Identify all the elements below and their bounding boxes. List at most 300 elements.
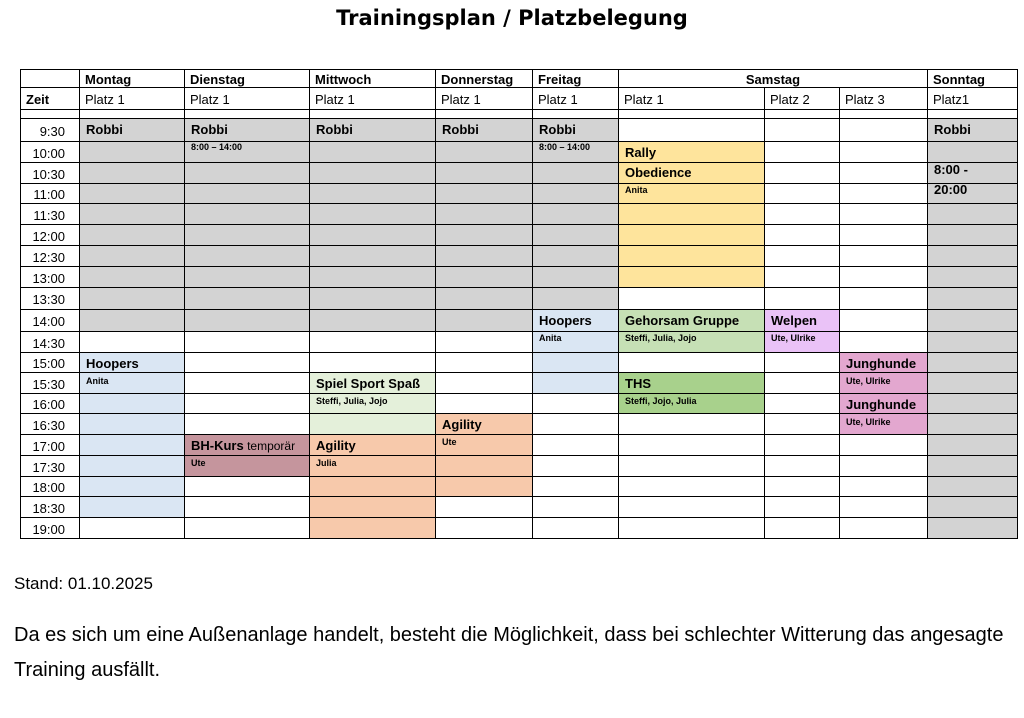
training-slot xyxy=(80,310,185,332)
training-slot xyxy=(185,225,310,246)
block-text: 8:00 – 14:00 xyxy=(539,142,591,152)
empty-slot xyxy=(185,394,310,414)
training-slot xyxy=(80,288,185,310)
training-slot xyxy=(80,267,185,288)
training-slot xyxy=(185,267,310,288)
training-slot xyxy=(80,497,185,518)
empty-slot xyxy=(185,373,310,394)
empty-slot xyxy=(840,119,928,142)
time-cell xyxy=(20,225,80,246)
empty-slot xyxy=(80,332,185,353)
empty-slot xyxy=(185,518,310,539)
training-slot xyxy=(185,246,310,267)
place-label: Platz 1 xyxy=(538,92,578,107)
empty-slot xyxy=(840,225,928,246)
place-header xyxy=(436,88,533,110)
empty-slot xyxy=(185,332,310,353)
training-title xyxy=(625,146,656,159)
training-slot xyxy=(436,310,533,332)
time-label: 14:00 xyxy=(32,314,65,329)
training-slot xyxy=(310,497,436,518)
training-slot xyxy=(533,163,619,184)
empty-slot xyxy=(533,497,619,518)
training-slot xyxy=(310,267,436,288)
empty-slot xyxy=(765,163,840,184)
block-text: Obedience xyxy=(625,165,692,180)
training-title xyxy=(316,377,420,390)
training-slot xyxy=(80,394,185,414)
empty-slot xyxy=(765,246,840,267)
spacer-cell xyxy=(310,110,436,119)
time-label: 15:30 xyxy=(32,376,65,392)
training-slot xyxy=(80,246,185,267)
time-label: 16:30 xyxy=(32,417,65,433)
time-label: 19:00 xyxy=(32,521,65,537)
empty-slot xyxy=(533,414,619,435)
block-text: Rally xyxy=(625,145,657,160)
training-slot xyxy=(310,142,436,163)
training-slot xyxy=(436,142,533,163)
time-label: 10:00 xyxy=(32,145,65,161)
time-cell xyxy=(20,163,80,184)
block-text: Robbi xyxy=(539,122,576,137)
time-label: 15:00 xyxy=(32,356,65,371)
time-cell xyxy=(20,332,80,353)
training-slot xyxy=(619,225,765,246)
training-title xyxy=(316,439,356,452)
day-header xyxy=(80,69,185,88)
spacer-cell xyxy=(533,110,619,119)
block-text: Gehorsam Gruppe xyxy=(625,313,740,328)
training-slot xyxy=(436,204,533,225)
place-header xyxy=(533,88,619,110)
empty-slot xyxy=(765,353,840,373)
block-text: BH-Kurs xyxy=(191,438,244,453)
training-slot xyxy=(185,310,310,332)
time-label: 12:00 xyxy=(32,228,65,244)
block-text: Ute xyxy=(442,437,457,447)
place-label: Platz 1 xyxy=(190,92,230,107)
block-text: Ute xyxy=(191,458,206,468)
training-detail xyxy=(771,334,816,343)
day-label: Samstag xyxy=(745,72,801,87)
training-slot xyxy=(928,435,1018,456)
training-title xyxy=(846,398,916,411)
training-slot xyxy=(436,225,533,246)
empty-slot xyxy=(840,246,928,267)
training-slot xyxy=(928,394,1018,414)
empty-slot xyxy=(619,477,765,497)
place-header xyxy=(840,88,928,110)
place-header xyxy=(185,88,310,110)
time-label: 18:30 xyxy=(32,500,65,516)
time-cell xyxy=(20,456,80,477)
training-title xyxy=(86,123,123,136)
place-label: Platz 2 xyxy=(770,92,810,107)
block-text: Robbi xyxy=(86,122,123,137)
block-text: Hoopers xyxy=(539,313,592,328)
empty-slot xyxy=(619,456,765,477)
header-corner xyxy=(20,69,80,88)
training-slot xyxy=(928,288,1018,310)
status-date: Stand: 01.10.2025 xyxy=(14,574,153,593)
block-text: Robbi xyxy=(934,122,971,137)
place-header xyxy=(765,88,840,110)
training-title xyxy=(86,357,139,370)
block-text: THS xyxy=(625,376,651,391)
day-header xyxy=(310,69,436,88)
training-title xyxy=(625,314,739,327)
training-detail xyxy=(316,459,337,468)
training-detail xyxy=(934,183,967,196)
training-detail xyxy=(934,163,968,176)
block-text: Anita xyxy=(539,333,562,343)
empty-slot xyxy=(840,163,928,184)
time-cell xyxy=(20,518,80,539)
training-slot xyxy=(928,353,1018,373)
training-slot xyxy=(80,435,185,456)
empty-slot xyxy=(436,332,533,353)
place-label: Platz 1 xyxy=(441,92,481,107)
empty-slot xyxy=(765,477,840,497)
training-detail xyxy=(316,397,388,406)
block-text: 20:00 xyxy=(934,182,968,197)
spacer-cell xyxy=(80,110,185,119)
empty-slot xyxy=(619,518,765,539)
empty-slot xyxy=(765,435,840,456)
training-slot xyxy=(80,142,185,163)
block-text: 8:00 – 14:00 xyxy=(191,142,243,152)
block-suffix: temporär xyxy=(243,439,296,453)
training-title xyxy=(934,123,971,136)
training-slot xyxy=(533,267,619,288)
empty-slot xyxy=(185,477,310,497)
training-slot xyxy=(80,204,185,225)
training-slot xyxy=(436,456,533,477)
place-label: Platz 1 xyxy=(315,92,355,107)
training-slot xyxy=(533,225,619,246)
place-header xyxy=(80,88,185,110)
training-slot xyxy=(928,477,1018,497)
empty-slot xyxy=(840,310,928,332)
time-label: 14:30 xyxy=(32,335,65,351)
training-title xyxy=(442,418,482,431)
empty-slot xyxy=(619,288,765,310)
block-text: 8:00 - xyxy=(934,162,968,177)
time-cell xyxy=(20,394,80,414)
spacer-cell xyxy=(765,110,840,119)
empty-slot xyxy=(619,414,765,435)
empty-slot xyxy=(765,142,840,163)
empty-slot xyxy=(840,435,928,456)
training-detail xyxy=(846,377,891,386)
block-text: Julia xyxy=(316,458,337,468)
training-slot xyxy=(533,204,619,225)
spacer-cell xyxy=(928,110,1018,119)
empty-slot xyxy=(840,267,928,288)
training-detail xyxy=(86,377,109,386)
day-label: Sonntag xyxy=(933,72,985,87)
empty-slot xyxy=(765,394,840,414)
training-detail xyxy=(442,438,457,447)
training-detail xyxy=(625,334,697,343)
training-slot xyxy=(80,184,185,204)
empty-slot xyxy=(765,497,840,518)
empty-slot xyxy=(765,267,840,288)
empty-slot xyxy=(840,184,928,204)
training-slot xyxy=(310,225,436,246)
empty-slot xyxy=(310,353,436,373)
place-label: Platz 3 xyxy=(845,92,885,107)
time-cell xyxy=(20,119,80,142)
day-header xyxy=(619,69,928,88)
place-label: Platz 1 xyxy=(85,92,125,107)
training-slot xyxy=(80,477,185,497)
training-title xyxy=(846,357,916,370)
day-label: Montag xyxy=(85,72,132,87)
empty-slot xyxy=(765,518,840,539)
training-title xyxy=(316,123,353,136)
empty-slot xyxy=(619,435,765,456)
training-slot xyxy=(619,204,765,225)
training-detail xyxy=(625,166,691,179)
training-slot xyxy=(310,414,436,435)
training-slot xyxy=(185,184,310,204)
time-cell xyxy=(20,435,80,456)
time-label: 17:30 xyxy=(32,459,65,475)
block-text: Ute, Ulrike xyxy=(846,376,891,386)
spacer-cell xyxy=(20,110,80,119)
time-cell xyxy=(20,414,80,435)
time-cell xyxy=(20,353,80,373)
time-label: 10:30 xyxy=(32,166,65,182)
empty-slot xyxy=(80,518,185,539)
training-detail xyxy=(191,143,242,152)
spacer-cell xyxy=(436,110,533,119)
training-slot xyxy=(436,267,533,288)
empty-slot xyxy=(533,477,619,497)
spacer-cell xyxy=(840,110,928,119)
training-slot xyxy=(928,267,1018,288)
empty-slot xyxy=(840,332,928,353)
empty-slot xyxy=(533,394,619,414)
training-slot xyxy=(185,288,310,310)
time-cell xyxy=(20,142,80,163)
training-title xyxy=(771,314,817,327)
empty-slot xyxy=(840,456,928,477)
spacer-cell xyxy=(619,110,765,119)
block-text: Junghunde xyxy=(846,397,917,412)
empty-slot xyxy=(436,373,533,394)
training-slot xyxy=(80,456,185,477)
training-title xyxy=(539,123,576,136)
place-header xyxy=(310,88,436,110)
day-label: Dienstag xyxy=(190,72,245,87)
empty-slot xyxy=(840,204,928,225)
empty-slot xyxy=(436,518,533,539)
training-slot xyxy=(928,456,1018,477)
training-detail xyxy=(191,459,206,468)
time-label: 11:00 xyxy=(33,187,65,202)
training-slot xyxy=(80,414,185,435)
empty-slot xyxy=(765,288,840,310)
empty-slot xyxy=(533,518,619,539)
training-slot xyxy=(436,246,533,267)
training-slot xyxy=(310,477,436,497)
day-header xyxy=(928,69,1018,88)
training-slot xyxy=(928,142,1018,163)
training-slot xyxy=(436,288,533,310)
time-cell xyxy=(20,497,80,518)
training-slot xyxy=(310,288,436,310)
training-slot xyxy=(928,204,1018,225)
block-text: Junghunde xyxy=(846,356,917,371)
block-text: Ute, Ulrike xyxy=(771,333,816,343)
time-cell xyxy=(20,477,80,497)
day-label: Mittwoch xyxy=(315,72,372,87)
training-slot xyxy=(928,518,1018,539)
block-text: Agility xyxy=(316,438,356,453)
empty-slot xyxy=(765,414,840,435)
time-label: 11:30 xyxy=(33,207,65,223)
training-title xyxy=(191,439,295,452)
empty-slot xyxy=(185,414,310,435)
time-label: 17:00 xyxy=(32,438,65,454)
time-cell xyxy=(20,288,80,310)
day-header xyxy=(185,69,310,88)
block-text: Anita xyxy=(625,185,648,195)
training-slot xyxy=(310,204,436,225)
block-text: Spiel Sport Spaß xyxy=(316,376,421,391)
training-slot xyxy=(533,246,619,267)
time-cell xyxy=(20,184,80,204)
training-slot xyxy=(185,204,310,225)
empty-slot xyxy=(310,332,436,353)
training-slot xyxy=(928,414,1018,435)
time-cell xyxy=(20,204,80,225)
block-text: Anita xyxy=(86,376,109,386)
block-text: Steffi, Julia, Jojo xyxy=(625,333,697,343)
training-detail xyxy=(539,334,562,343)
day-label: Freitag xyxy=(538,72,582,87)
empty-slot xyxy=(765,119,840,142)
training-slot xyxy=(436,477,533,497)
place-header xyxy=(928,88,1018,110)
page-title: Trainingsplan / Platzbelegung xyxy=(336,6,688,30)
training-detail xyxy=(625,186,648,195)
empty-slot xyxy=(765,184,840,204)
training-slot xyxy=(533,184,619,204)
training-detail xyxy=(625,397,697,406)
spacer-cell xyxy=(185,110,310,119)
training-slot xyxy=(80,163,185,184)
training-slot xyxy=(80,225,185,246)
schedule-table xyxy=(20,69,1018,539)
place-label: Platz 1 xyxy=(624,92,664,107)
training-slot xyxy=(928,332,1018,353)
empty-slot xyxy=(840,142,928,163)
empty-slot xyxy=(436,497,533,518)
day-label: Donnerstag xyxy=(441,72,514,87)
day-header xyxy=(533,69,619,88)
training-slot xyxy=(533,288,619,310)
empty-slot xyxy=(185,497,310,518)
training-title xyxy=(191,123,228,136)
zeit-label: Zeit xyxy=(26,92,50,107)
time-cell xyxy=(20,373,80,394)
empty-slot xyxy=(619,497,765,518)
training-slot xyxy=(928,225,1018,246)
training-slot xyxy=(928,497,1018,518)
training-slot xyxy=(185,163,310,184)
training-detail xyxy=(539,143,590,152)
time-label: 12:30 xyxy=(32,249,65,265)
block-text: Welpen xyxy=(771,313,817,328)
empty-slot xyxy=(436,353,533,373)
empty-slot xyxy=(840,477,928,497)
training-slot xyxy=(310,310,436,332)
training-slot xyxy=(533,353,619,373)
block-text: Agility xyxy=(442,417,482,432)
training-slot xyxy=(619,246,765,267)
training-title xyxy=(625,377,651,390)
block-text: Robbi xyxy=(191,122,228,137)
training-title xyxy=(442,123,479,136)
block-text: Steffi, Jojo, Julia xyxy=(625,396,697,406)
block-text: Steffi, Julia, Jojo xyxy=(316,396,388,406)
block-text: Ute, Ulrike xyxy=(846,417,891,427)
zeit-header xyxy=(20,88,80,110)
empty-slot xyxy=(840,518,928,539)
time-label: 18:00 xyxy=(32,480,65,495)
training-slot xyxy=(310,246,436,267)
weather-note: Da es sich um eine Außenanlage handelt, besteht die Möglichkeit, dass bei schlechter Witterung das angesagte Training ausfällt. xyxy=(14,624,1004,681)
block-text: Hoopers xyxy=(86,356,139,371)
empty-slot xyxy=(765,225,840,246)
empty-slot xyxy=(619,353,765,373)
training-slot xyxy=(310,184,436,204)
time-cell xyxy=(20,310,80,332)
training-slot xyxy=(928,246,1018,267)
training-detail xyxy=(846,418,891,427)
training-slot xyxy=(310,163,436,184)
empty-slot xyxy=(533,435,619,456)
training-title xyxy=(539,314,592,327)
empty-slot xyxy=(765,204,840,225)
training-slot xyxy=(619,267,765,288)
empty-slot xyxy=(765,456,840,477)
training-slot xyxy=(533,373,619,394)
empty-slot xyxy=(185,353,310,373)
time-cell xyxy=(20,267,80,288)
block-text: Robbi xyxy=(316,122,353,137)
empty-slot xyxy=(840,288,928,310)
time-label: 9:30 xyxy=(39,123,65,139)
empty-slot xyxy=(436,394,533,414)
training-slot xyxy=(928,373,1018,394)
empty-slot xyxy=(765,373,840,394)
training-slot xyxy=(928,310,1018,332)
empty-slot xyxy=(619,119,765,142)
time-label: 13:30 xyxy=(32,292,65,307)
training-slot xyxy=(436,184,533,204)
empty-slot xyxy=(533,456,619,477)
place-header xyxy=(619,88,765,110)
place-label: Platz1 xyxy=(933,92,970,107)
training-slot xyxy=(436,163,533,184)
block-text: Robbi xyxy=(442,122,479,137)
empty-slot xyxy=(840,497,928,518)
